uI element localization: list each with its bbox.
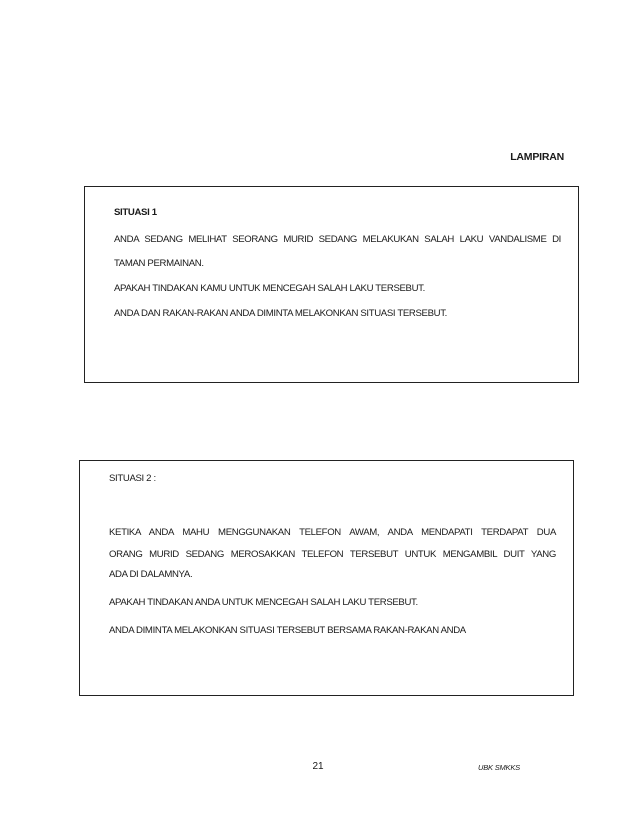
situasi-1-line-4: ANDA DAN RAKAN-RAKAN ANDA DIMINTA MELAKONKAN SITUASI TERSEBUT. [114,308,447,319]
situasi-1-line-2: TAMAN PERMAINAN. [114,258,204,269]
situasi-1-line-1: ANDA SEDANG MELIHAT SEORANG MURID SEDANG MELAKUKAN SALAH LAKU VANDALISME DI [114,234,561,245]
situasi-1-title: SITUASI 1 [114,207,157,218]
page-number: 21 [312,761,324,772]
situasi-1-line-3: APAKAH TINDAKAN KAMU UNTUK MENCEGAH SALAH LAKU TERSEBUT. [114,283,425,294]
footer-code: UBK SMKKS [478,763,520,772]
situasi-2-line-3: ADA DI DALAMNYA. [109,569,193,580]
situasi-1-box [84,186,579,383]
situasi-2-line-4: APAKAH TINDAKAN ANDA UNTUK MENCEGAH SALAH LAKU TERSEBUT. [109,597,418,608]
situasi-2-line-2: ORANG MURID SEDANG MEROSAKKAN TELEFON TERSEBUT UNTUK MENGAMBIL DUIT YANG [109,549,556,560]
situasi-2-box [79,460,574,696]
situasi-2-title: SITUASI 2 : [109,473,156,484]
situasi-2-line-5: ANDA DIMINTA MELAKONKAN SITUASI TERSEBUT BERSAMA RAKAN-RAKAN ANDA [109,625,466,636]
situasi-2-line-1: KETIKA ANDA MAHU MENGGUNAKAN TELEFON AWAM, ANDA MENDAPATI TERDAPAT DUA [109,527,556,538]
lampiran-heading: LAMPIRAN [510,151,564,163]
